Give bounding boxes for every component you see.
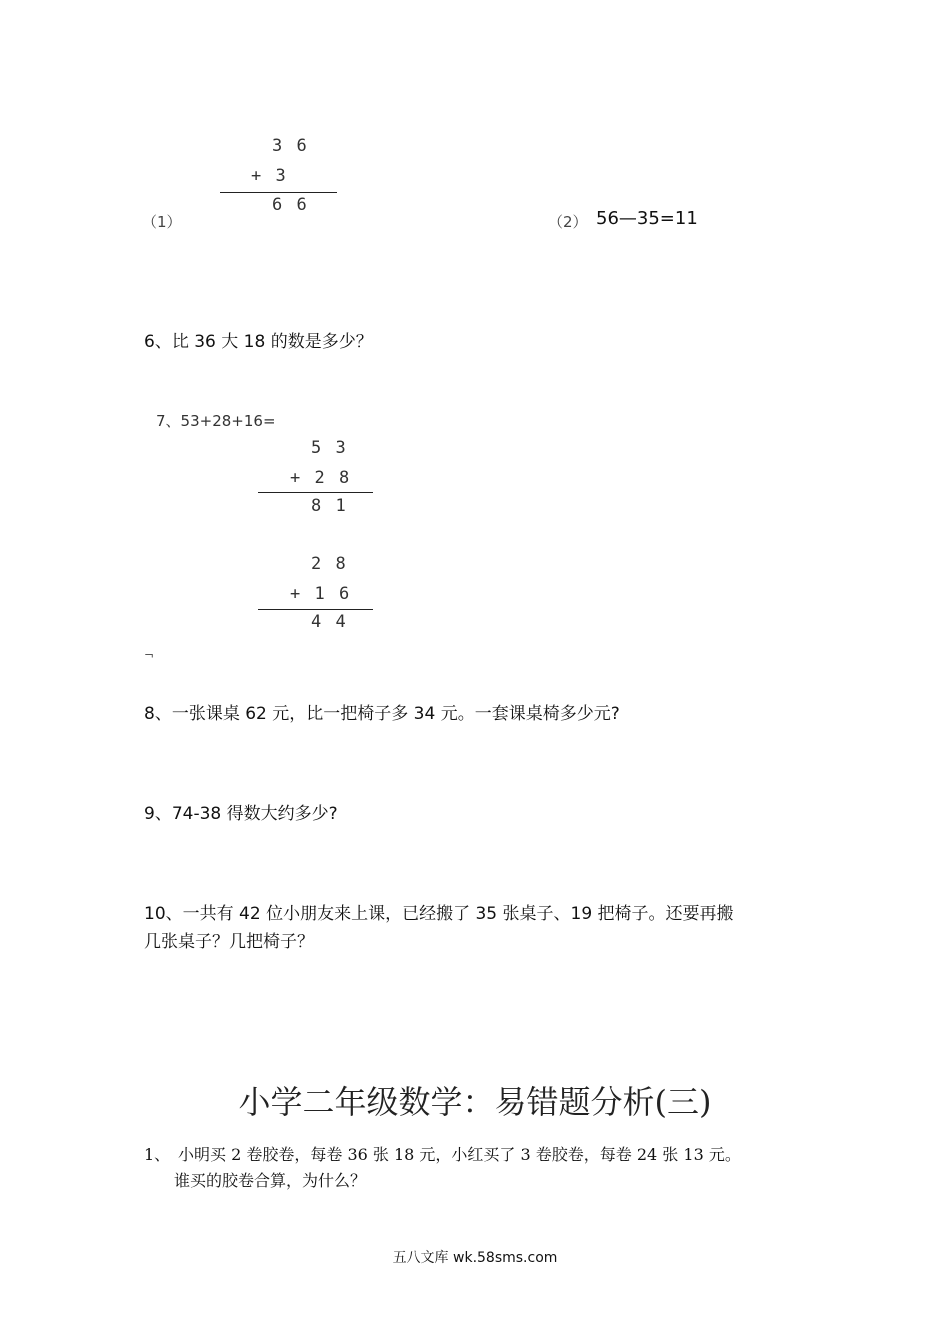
section-question-1-number: 1、 [144,1145,171,1164]
calc-7b-top: 2 8 [311,554,348,574]
section-question-1-line-1: 小明买 2 卷胶卷，每卷 36 张 18 元，小红买了 3 卷胶卷，每卷 24 张 13 元。 [178,1145,741,1164]
question-8: 8、一张课桌 62 元，比一把椅子多 34 元。一套课桌椅多少元? [144,704,620,724]
calc-7b-rule [258,609,373,610]
question-6: 6、比 36 大 18 的数是多少？ [144,332,373,352]
calc-1-top: 3 6 [272,136,309,156]
label-1: （1） [142,213,182,231]
question-9: 9、74-38 得数大约多少? [144,804,338,824]
calc-7b-addend: + 1 6 [290,584,352,604]
calc-1-rule [220,192,337,193]
label-2: （2） [548,213,588,231]
calc-7a-rule [258,492,373,493]
question-10-line-2: 几张桌子？几把椅子？ [144,932,314,952]
vertical-calc-1 [215,136,345,226]
calc-1-result: 6 6 [272,195,309,215]
section-question-1-line-2: 谁买的胶卷合算，为什么？ [174,1171,367,1190]
footer-watermark: 五八文库 wk.58sms.com [392,1250,558,1266]
stray-mark: ¬ [144,648,155,662]
calc-7a-top: 5 3 [311,438,348,458]
section-title: 小学二年级数学：易错题分析(三) [238,1083,712,1121]
calc-7b-result: 4 4 [311,612,348,632]
equation-2: 56—35=11 [596,208,698,229]
question-7-expression: 7、53+28+16= [156,412,276,430]
vertical-calc-7a [255,438,385,528]
vertical-calc-7b [255,554,385,644]
calc-7a-result: 8 1 [311,496,348,516]
calc-1-addend: + 3 [251,166,288,186]
question-10-line-1: 10、一共有 42 位小朋友来上课，已经搬了 35 张桌子、19 把椅子。还要再搬 [144,904,734,924]
calc-7a-addend: + 2 8 [290,468,352,488]
